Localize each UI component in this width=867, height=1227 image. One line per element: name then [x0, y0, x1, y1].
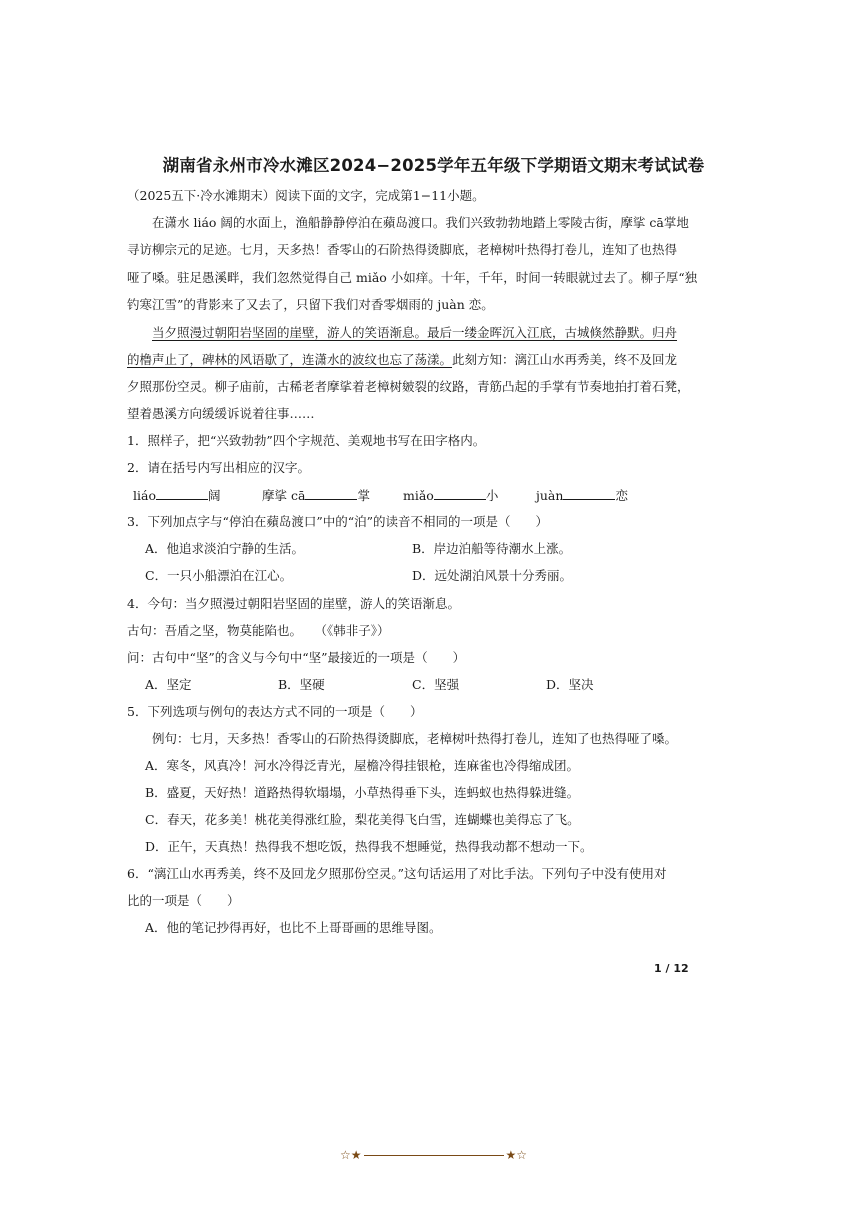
char: 掌: [357, 488, 370, 503]
q3-option-b[interactable]: B．岸边泊船等待潮水上涨。: [412, 541, 572, 556]
pinyin: liáo: [133, 488, 156, 503]
q3-option-d[interactable]: D．远处湖泊风景十分秀丽。: [412, 568, 573, 583]
pinyin: 摩挲 cā: [262, 488, 306, 503]
q5-option-c[interactable]: C．春天，花多美！桃花美得涨红脸，梨花美得飞白雪，连蝴蝶也美得忘了飞。: [145, 812, 580, 827]
passage-line: 在潇水 liáo 阔的水面上，渔船静静停泊在蘋岛渡口。我们兴致勃勃地踏上零陵古街，摩挲 cā掌地: [152, 215, 689, 230]
star-icon: ☆★: [339, 1148, 362, 1162]
q4-ancient-sentence: 古句：吾盾之坚，物莫能陷也。 （《韩非子》）: [127, 623, 390, 638]
q5-example: 例句：七月，天多热！香零山的石阶热得烫脚底，老樟树叶热得打卷儿，连知了也热得哑了嗓。: [152, 731, 678, 746]
q3-option-a[interactable]: A．他追求淡泊宁静的生活。: [145, 541, 305, 556]
passage-line: 望着愚溪方向缓缓诉说着往事……: [127, 406, 315, 421]
exam-title: 湖南省永州市冷水滩区2024−2025学年五年级下学期语文期末考试试卷: [162, 156, 705, 175]
question-5: 5．下列选项与例句的表达方式不同的一项是（ ）: [127, 704, 423, 719]
passage-line: [127, 352, 687, 368]
question-2: 2．请在括号内写出相应的汉字。: [127, 460, 310, 475]
pinyin: juàn: [536, 488, 564, 503]
q4-option-b[interactable]: B．坚硬: [278, 677, 325, 692]
answer-blank[interactable]: [563, 487, 615, 500]
question-6: 6．“漓江山水再秀美，终不及回龙夕照那份空灵。”这句话运用了对比手法。下列句子中没有使用对: [127, 866, 667, 881]
q5-option-a[interactable]: A．寒冬，风真冷！河水冷得泛青光，屋檐冷得挂银枪，连麻雀也冷得缩成团。: [145, 758, 580, 773]
passage-line: 钓寒江雪”的背影来了又去了，只留下我们对香零烟雨的 juàn 恋。: [127, 297, 494, 312]
q2-item: [262, 487, 370, 504]
q2-item: [403, 487, 498, 504]
q5-option-b[interactable]: B．盛夏，天好热！道路热得软塌塌，小草热得垂下头，连蚂蚁也热得躲进缝。: [145, 785, 580, 800]
footer-ornament: [0, 1148, 867, 1162]
passage-line: 寻访柳宗元的足迹。七月，天多热！香零山的石阶热得烫脚底，老樟树叶热得打卷儿，连知了也热得: [127, 242, 678, 257]
q2-item: [536, 487, 628, 504]
char: 小: [485, 488, 499, 503]
underlined-sentence: 的橹声止了，碑林的风语歇了，连潇水的波纹也忘了荡漾。: [127, 352, 453, 367]
q5-option-d[interactable]: D．正午，天真热！热得我不想吃饭，热得我不想睡觉，热得我动都不想动一下。: [145, 839, 593, 854]
underlined-sentence: 当夕照漫过朝阳岩坚固的崖壁，游人的笑语渐息。最后一缕金晖沉入江底，古城倏然静默。归舟: [152, 325, 678, 340]
answer-blank[interactable]: [434, 487, 486, 500]
q4-option-c[interactable]: C．坚强: [412, 677, 460, 692]
q2-item: [133, 487, 221, 504]
intro-text: （2025五下·冷水滩期末）阅读下面的文字，完成第1−11小题。: [127, 188, 485, 203]
q6-option-a[interactable]: A．他的笔记抄得再好，也比不上哥哥画的思维导图。: [145, 920, 442, 935]
passage-line: 夕照那份空灵。柳子庙前，古稀老者摩挲着老樟树皴裂的纹路，青筋凸起的手掌有节奏地拍打着石凳，: [127, 379, 690, 394]
divider: [364, 1155, 504, 1156]
passage-text: 此刻方知：漓江山水再秀美，终不及回龙: [452, 352, 678, 367]
answer-blank[interactable]: [305, 487, 357, 500]
question-6-cont: 比的一项是（ ）: [127, 893, 240, 908]
question-4: 4．今句：当夕照漫过朝阳岩坚固的崖壁，游人的笑语渐息。: [127, 596, 460, 611]
q4-option-d[interactable]: D．坚决: [546, 677, 594, 692]
star-icon: ★☆: [505, 1148, 528, 1162]
q3-option-c[interactable]: C．一只小船漂泊在江心。: [145, 568, 293, 583]
char: 恋: [615, 488, 628, 503]
answer-blank[interactable]: [156, 487, 208, 500]
passage-line-underlined: [152, 325, 712, 341]
question-1: 1．照样子，把“兴致勃勃”四个字规范、美观地书写在田字格内。: [127, 433, 486, 448]
passage-line: 哑了嗓。驻足愚溪畔，我们忽然觉得自己 miǎo 小如痒。十年，千年，时间一转眼就过去了。柳子厚“独: [127, 270, 698, 285]
pinyin: miǎo: [403, 488, 434, 503]
char: 阔: [207, 488, 221, 503]
question-3: 3．下列加点字与“停泊在蘋岛渡口”中的“泊”的读音不相同的一项是（ ）: [127, 514, 549, 529]
page-number: 1 / 12: [654, 962, 689, 975]
q4-option-a[interactable]: A．坚定: [145, 677, 192, 692]
q4-question: 问：古句中“坚”的含义与今句中“坚”最接近的一项是（ ）: [127, 650, 466, 665]
